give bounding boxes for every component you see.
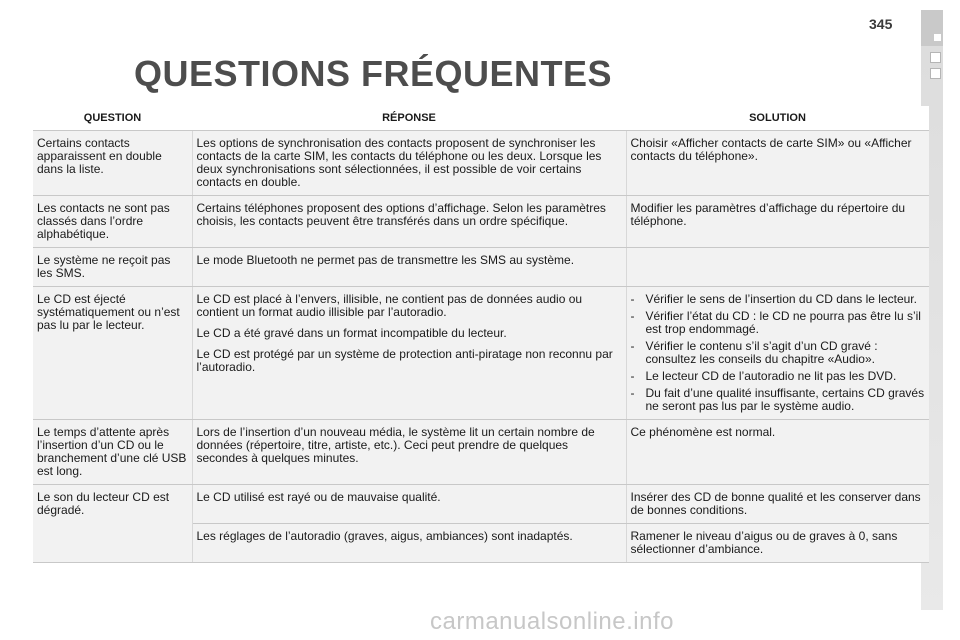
faq-table bbox=[33, 106, 929, 563]
table-header-row bbox=[33, 106, 929, 131]
solution-item-text: Le lecteur CD de l’autoradio ne lit pas les DVD. bbox=[645, 369, 897, 383]
answer-cell bbox=[192, 485, 626, 524]
solution-item-text: Du fait d’une qualité insuffisante, certains CD gravés ne seront pas lus par le système audio. bbox=[645, 386, 925, 413]
table-row bbox=[33, 485, 929, 524]
solution-cell: Ramener le niveau d’aigus ou de graves à 0, sans sélectionner d’ambiance. bbox=[626, 524, 929, 563]
answer-paragraph: Le mode Bluetooth ne permet pas de transmettre les SMS au système. bbox=[196, 253, 575, 267]
solution-item-text: Vérifier l’état du CD : le CD ne pourra pas être lu s’il est trop endommagé. bbox=[645, 309, 921, 336]
solution-list-item bbox=[631, 293, 926, 306]
solution-cell: Insérer des CD de bonne qualité et les conserver dans de bonnes conditions. bbox=[626, 485, 929, 524]
dash-bullet-icon: - bbox=[630, 292, 635, 306]
solution-list-item bbox=[631, 387, 926, 413]
question-cell: Les contacts ne sont pas classés dans l’ordre alphabétique. bbox=[33, 196, 192, 248]
table-row bbox=[33, 248, 929, 287]
solution-cell bbox=[626, 248, 929, 287]
answer-paragraph: Le CD utilisé est rayé ou de mauvaise qualité. bbox=[196, 490, 441, 504]
solution-cell bbox=[626, 287, 929, 420]
answer-cell bbox=[192, 196, 626, 248]
answer-paragraph: Le CD est placé à l’envers, illisible, ne contient pas de données audio ou contient un format audio illisible par l’autoradio. bbox=[196, 292, 583, 319]
header-answer: RÉPONSE bbox=[192, 106, 626, 131]
answer-paragraph: Le CD est protégé par un système de protection anti-piratage non reconnu par l’autoradio. bbox=[196, 347, 613, 374]
checkbox-square-icon bbox=[930, 68, 941, 79]
question-cell: Certains contacts apparaissent en double dans la liste. bbox=[33, 131, 192, 196]
dash-bullet-icon: - bbox=[630, 339, 635, 353]
solution-cell: Modifier les paramètres d’affichage du répertoire du téléphone. bbox=[626, 196, 929, 248]
solution-list bbox=[631, 293, 926, 413]
answer-cell bbox=[192, 287, 626, 420]
corner-square-icon bbox=[934, 34, 941, 41]
table-row bbox=[33, 131, 929, 196]
dash-bullet-icon: - bbox=[630, 386, 635, 400]
table-row bbox=[33, 420, 929, 485]
answer-paragraph: Les options de synchronisation des contacts proposent de synchroniser les contacts de la carte SIM, les contacts du téléphone ou les deux. Lorsque les deux synchronisations sont sélectionnées, il est possible de voir certains contacts en double. bbox=[196, 136, 602, 189]
table-row bbox=[33, 287, 929, 420]
watermark: carmanualsonline.info bbox=[430, 608, 674, 635]
table-row bbox=[33, 196, 929, 248]
solution-cell: Choisir «Afficher contacts de carte SIM» ou «Afficher contacts du téléphone». bbox=[626, 131, 929, 196]
dash-bullet-icon: - bbox=[630, 309, 635, 323]
question-cell: Le système ne reçoit pas les SMS. bbox=[33, 248, 192, 287]
solution-item-text: Vérifier le sens de l’insertion du CD dans le lecteur. bbox=[645, 292, 917, 306]
page-title: QUESTIONS FRÉQUENTES bbox=[134, 53, 613, 94]
answer-cell bbox=[192, 524, 626, 563]
answer-paragraph: Le CD a été gravé dans un format incompatible du lecteur. bbox=[196, 326, 507, 340]
answer-cell bbox=[192, 420, 626, 485]
solution-list-item bbox=[631, 310, 926, 336]
header-solution: SOLUTION bbox=[626, 106, 929, 131]
solution-item-text: Vérifier le contenu s’il s’agit d’un CD gravé : consultez les conseils du chapitre «Audio». bbox=[645, 339, 878, 366]
answer-paragraph: Certains téléphones proposent des options d’affichage. Selon les paramètres choisis, les contacts peuvent être transférés dans un ordre spécifique. bbox=[196, 201, 606, 228]
solution-list-item bbox=[631, 340, 926, 366]
faq-table-body bbox=[33, 131, 929, 563]
answer-paragraph: Lors de l’insertion d’un nouveau média, le système lit un certain nombre de données (répertoire, titre, artiste, etc.). Ceci peut prendre de quelques secondes à quelques minutes. bbox=[196, 425, 595, 465]
dash-bullet-icon: - bbox=[630, 369, 635, 383]
solution-list-item bbox=[631, 370, 926, 383]
solution-cell: Ce phénomène est normal. bbox=[626, 420, 929, 485]
page-corner-tab bbox=[921, 10, 943, 46]
answer-cell bbox=[192, 131, 626, 196]
page-number: 345 bbox=[869, 16, 893, 32]
checkbox-square-icon bbox=[930, 52, 941, 63]
answer-cell bbox=[192, 248, 626, 287]
answer-paragraph: Les réglages de l’autoradio (graves, aigus, ambiances) sont inadaptés. bbox=[196, 529, 573, 543]
question-cell: Le son du lecteur CD est dégradé. bbox=[33, 485, 192, 563]
header-question: QUESTION bbox=[33, 106, 192, 131]
question-cell: Le CD est éjecté systématiquement ou n’est pas lu par le lecteur. bbox=[33, 287, 192, 420]
question-cell: Le temps d’attente après l’insertion d’un CD ou le branchement d’une clé USB est long. bbox=[33, 420, 192, 485]
